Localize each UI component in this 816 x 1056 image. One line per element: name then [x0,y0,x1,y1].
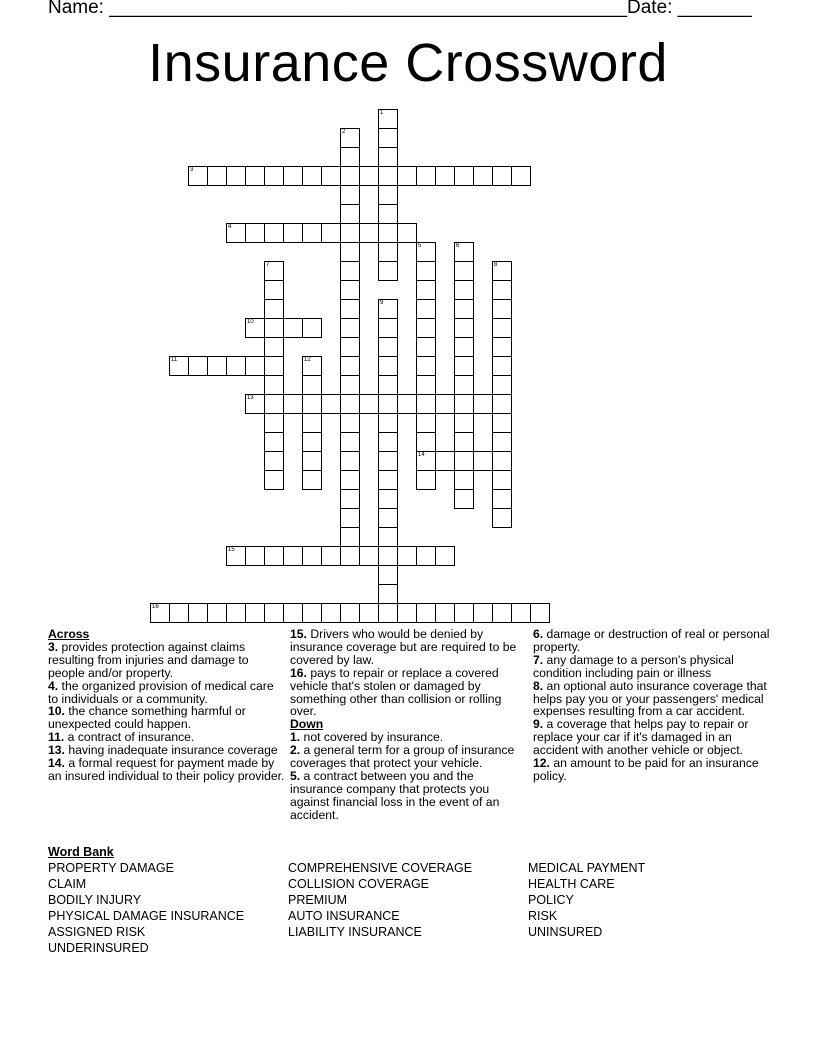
crossword-cell[interactable] [511,603,531,623]
crossword-cell[interactable] [435,603,455,623]
crossword-cell[interactable] [492,432,512,452]
clues-column-1 [48,628,286,783]
clue-number: 13 [247,395,254,401]
crossword-cell[interactable] [473,451,493,471]
crossword-cell[interactable] [226,166,246,186]
word-bank-item: UNINSURED [528,925,603,939]
clue-down-12: 12. an amount to be paid for an insurance policy. [533,756,759,783]
crossword-cell[interactable] [264,280,284,300]
crossword-cell[interactable] [283,603,303,623]
crossword-cell[interactable] [492,394,512,414]
crossword-cell[interactable] [492,166,512,186]
word-bank-item: RISK [528,909,558,923]
word-bank-item: PREMIUM [288,893,348,907]
word-bank-column-2 [288,860,472,940]
crossword-cell[interactable] [340,508,360,528]
clue-number: 3 [190,167,194,173]
crossword-cell[interactable] [340,432,360,452]
crossword-cell[interactable] [378,261,398,281]
crossword-cell[interactable] [454,356,474,376]
crossword-cell[interactable] [454,242,474,262]
crossword-cell[interactable] [245,394,265,414]
crossword-cell[interactable] [302,166,322,186]
crossword-cell[interactable] [454,432,474,452]
crossword-cell[interactable] [359,166,379,186]
crossword-cell[interactable] [264,299,284,319]
crossword-cell[interactable] [302,356,322,376]
crossword-cell[interactable] [264,166,284,186]
date-field-line: Date: _______ [627,0,752,18]
crossword-cell[interactable] [302,394,322,414]
crossword-cell[interactable] [492,508,512,528]
crossword-cell[interactable] [378,546,398,566]
crossword-cell[interactable] [302,413,322,433]
crossword-cell[interactable] [492,470,512,490]
crossword-cell[interactable] [454,451,474,471]
word-bank-item: ASSIGNED RISK [48,925,146,939]
crossword-cell[interactable] [492,413,512,433]
crossword-cell[interactable] [264,318,284,338]
crossword-cell[interactable] [416,375,436,395]
word-bank-item: CLAIM [48,877,87,891]
clue-down-9: 9. a coverage that helps pay to repair or replace your car if it's damaged in an accident with another vehicle or object. [533,717,749,758]
crossword-cell[interactable] [378,508,398,528]
crossword-cell[interactable] [359,603,379,623]
crossword-cell[interactable] [321,166,341,186]
crossword-cell[interactable] [492,318,512,338]
crossword-cell[interactable] [340,299,360,319]
crossword-cell[interactable] [245,546,265,566]
crossword-cell[interactable] [416,451,436,471]
clue-number: 2 [342,129,346,135]
clue-number: 14 [418,452,425,458]
crossword-cell[interactable] [340,451,360,471]
clue-number: 12 [304,357,311,363]
crossword-cell[interactable] [378,147,398,167]
crossword-cell[interactable] [340,470,360,490]
crossword-cell[interactable] [302,432,322,452]
word-bank-item: HEALTH CARE [528,877,615,891]
crossword-cell[interactable] [264,451,284,471]
crossword-cell[interactable] [207,356,227,376]
crossword-cell[interactable] [378,432,398,452]
crossword-cell[interactable] [188,166,208,186]
crossword-cell[interactable] [283,318,303,338]
clue-number: 11 [171,357,178,363]
word-bank-item: PROPERTY DAMAGE [48,861,174,875]
crossword-cell[interactable] [226,546,246,566]
crossword-cell[interactable] [302,470,322,490]
crossword-cell[interactable] [378,565,398,585]
word-bank-item: UNDERINSURED [48,941,149,955]
crossword-cell[interactable] [416,280,436,300]
clue-down-7: 7. any damage to a person's physical condition including pain or illness [533,652,734,680]
crossword-cell[interactable] [416,242,436,262]
clue-down-5: 5. a contract between you and the insurance company that protects you against financial loss in the event of an accident. [290,768,500,822]
crossword-cell[interactable] [397,223,417,243]
crossword-cell[interactable] [454,318,474,338]
crossword-cell[interactable] [264,356,284,376]
crossword-cell[interactable] [378,527,398,547]
crossword-cell[interactable] [378,451,398,471]
crossword-cell[interactable] [473,394,493,414]
crossword-cell[interactable] [302,451,322,471]
crossword-cell[interactable] [397,546,417,566]
crossword-cell[interactable] [378,337,398,357]
crossword-cell[interactable] [321,223,341,243]
crossword-cell[interactable] [378,394,398,414]
crossword-cell[interactable] [340,603,360,623]
clues-column-3 [533,628,771,783]
crossword-cell[interactable] [302,375,322,395]
word-bank-item: BODILY INJURY [48,893,142,907]
crossword-cell[interactable] [302,546,322,566]
word-bank-column-1 [48,860,244,956]
crossword-cell[interactable] [416,318,436,338]
crossword-cell[interactable] [454,489,474,509]
crossword-cell[interactable] [226,356,246,376]
clue-number: 10 [247,319,254,325]
clue-across-4: 4. the organized provision of medical care to individuals or a community. [48,678,274,706]
crossword-cell[interactable] [378,109,398,129]
crossword-cell[interactable] [207,603,227,623]
crossword-cell[interactable] [245,166,265,186]
crossword-cell[interactable] [340,147,360,167]
crossword-cell[interactable] [264,413,284,433]
crossword-cell[interactable] [378,375,398,395]
clue-number: 15 [228,547,235,553]
clue-number: 5 [418,243,422,249]
crossword-cell[interactable] [435,546,455,566]
clue-number: 7 [266,262,270,268]
crossword-cell[interactable] [492,603,512,623]
clue-across-16: 16. pays to repair or replace a covered vehicle that's stolen or damaged by something other than collision or rolling over. [290,665,502,719]
crossword-cell[interactable] [245,223,265,243]
crossword-cell[interactable] [435,451,455,471]
crossword-cell[interactable] [207,166,227,186]
crossword-cell[interactable] [378,356,398,376]
crossword-cell[interactable] [340,204,360,224]
crossword-cell[interactable] [492,375,512,395]
word-bank-item: AUTO INSURANCE [288,909,400,923]
clue-number: 8 [494,262,498,268]
clue-down-8: 8. an optional auto insurance coverage that helps pay you or your passengers' medical expenses resulting from a car accident. [533,678,767,719]
clue-across-11: 11. a contract of insurance. [48,730,195,745]
crossword-cell[interactable] [340,223,360,243]
crossword-cell[interactable] [378,413,398,433]
crossword-cell[interactable] [492,261,512,281]
crossword-cell[interactable] [245,318,265,338]
crossword-cell[interactable] [359,223,379,243]
word-bank-item: COMPREHENSIVE COVERAGE [288,861,473,875]
crossword-cell[interactable] [340,185,360,205]
word-bank-item: POLICY [528,893,574,907]
crossword-cell[interactable] [416,413,436,433]
clue-across-3: 3. provides protection against claims resulting from injuries and damage to people and/or property. [48,639,249,680]
clue-across-15: 15. Drivers who would be denied by insurance coverage but are required to be covered by law. [290,627,517,667]
clue-number: 4 [228,224,232,230]
crossword-cell[interactable] [416,261,436,281]
crossword-cell[interactable] [416,432,436,452]
crossword-cell[interactable] [378,318,398,338]
clue-across-10: 10. the chance something harmful or unexpected could happen. [48,704,246,732]
crossword-cell[interactable] [416,546,436,566]
crossword-cell[interactable] [226,223,246,243]
crossword-cell[interactable] [302,318,322,338]
crossword-cell[interactable] [340,394,360,414]
crossword-cell[interactable] [340,318,360,338]
crossword-cell[interactable] [264,470,284,490]
crossword-cell[interactable] [473,166,493,186]
clue-number: 6 [456,243,460,249]
crossword-cell[interactable] [378,584,398,604]
crossword-cell[interactable] [340,242,360,262]
crossword-cell[interactable] [264,603,284,623]
crossword-cell[interactable] [416,166,436,186]
crossword-cell[interactable] [359,394,379,414]
crossword-cell[interactable] [226,603,246,623]
crossword-cell[interactable] [378,166,398,186]
crossword-cell[interactable] [416,337,436,357]
clue-down-1: 1. not covered by insurance. [290,730,444,745]
clue-across-14: 14. a formal request for payment made by an insured individual to their policy provider. [48,756,285,783]
crossword-cell[interactable] [340,546,360,566]
clue-number: 1 [380,110,384,116]
clues-column-2 [290,628,528,822]
across-heading: Across [48,627,90,641]
crossword-cell[interactable] [530,603,550,623]
crossword-cell[interactable] [397,166,417,186]
word-bank-title: Word Bank [48,845,114,859]
down-heading: Down [290,717,324,732]
crossword-cell[interactable] [340,489,360,509]
crossword-cell[interactable] [511,166,531,186]
crossword-cell[interactable] [378,223,398,243]
crossword-cell[interactable] [283,546,303,566]
crossword-cell[interactable] [264,394,284,414]
crossword-cell[interactable] [321,546,341,566]
crossword-cell[interactable] [454,413,474,433]
crossword-cell[interactable] [340,337,360,357]
crossword-cell[interactable] [340,280,360,300]
crossword-cell[interactable] [435,166,455,186]
clue-across-13: 13. having inadequate insurance coverage [48,743,278,758]
crossword-cell[interactable] [264,337,284,357]
crossword-cell[interactable] [340,375,360,395]
crossword-cell[interactable] [283,394,303,414]
crossword-cell[interactable] [416,356,436,376]
clue-down-6: 6. damage or destruction of real or personal property. [533,627,770,654]
crossword-cell[interactable] [264,375,284,395]
word-bank-item: COLLISION COVERAGE [288,877,430,891]
crossword-cell[interactable] [340,527,360,547]
crossword-cell[interactable] [283,223,303,243]
crossword-cell[interactable] [321,603,341,623]
crossword-cell[interactable] [340,261,360,281]
crossword-cell[interactable] [340,166,360,186]
crossword-cell[interactable] [416,394,436,414]
crossword-cell[interactable] [492,356,512,376]
crossword-cell[interactable] [435,394,455,414]
clue-number: 9 [380,300,384,306]
crossword-cell[interactable] [321,394,341,414]
crossword-cell[interactable] [454,470,474,490]
crossword-cell[interactable] [492,280,512,300]
crossword-cell[interactable] [378,489,398,509]
crossword-cell[interactable] [416,299,436,319]
crossword-cell[interactable] [359,546,379,566]
crossword-cell[interactable] [378,470,398,490]
crossword-cell[interactable] [245,356,265,376]
crossword-cell[interactable] [264,432,284,452]
crossword-cell[interactable] [302,223,322,243]
crossword-cell[interactable] [378,128,398,148]
crossword-cell[interactable] [454,603,474,623]
crossword-cell[interactable] [340,128,360,148]
word-bank-item: PHYSICAL DAMAGE INSURANCE [48,909,245,923]
crossword-cell[interactable] [264,261,284,281]
crossword-cell[interactable] [340,356,360,376]
crossword-cell[interactable] [416,603,436,623]
crossword-cell[interactable] [454,375,474,395]
crossword-cell[interactable] [454,166,474,186]
crossword-cell[interactable] [169,356,189,376]
word-bank-column-3 [528,860,645,940]
name-field-line: Name: _________________________________________________ [48,0,628,18]
crossword-cell[interactable] [302,603,322,623]
crossword-cell[interactable] [169,603,189,623]
word-bank-item: LIABILITY INSURANCE [288,925,422,939]
page-title: Insurance Crossword [148,33,668,93]
crossword-cell[interactable] [492,489,512,509]
crossword-cell[interactable] [473,603,493,623]
crossword-cell[interactable] [454,337,474,357]
crossword-cell[interactable] [378,603,398,623]
crossword-cell[interactable] [188,603,208,623]
crossword-cell[interactable] [492,337,512,357]
crossword-cell[interactable] [264,223,284,243]
crossword-cell[interactable] [378,204,398,224]
clue-down-2: 2. a general term for a group of insurance coverages that protect your vehicle. [290,743,515,771]
word-bank-item: MEDICAL PAYMENT [528,861,646,875]
crossword-cell[interactable] [454,394,474,414]
crossword-cell[interactable] [454,299,474,319]
crossword-cell[interactable] [416,470,436,490]
crossword-cell[interactable] [378,242,398,262]
crossword-cell[interactable] [492,451,512,471]
crossword-cell[interactable] [245,603,265,623]
crossword-cell[interactable] [454,261,474,281]
crossword-cell[interactable] [264,546,284,566]
crossword-cell[interactable] [492,299,512,319]
crossword-cell[interactable] [378,299,398,319]
crossword-cell[interactable] [378,185,398,205]
crossword-cell[interactable] [454,280,474,300]
crossword-cell[interactable] [283,166,303,186]
crossword-cell[interactable] [397,603,417,623]
clue-number: 16 [152,604,159,610]
crossword-cell[interactable] [397,394,417,414]
crossword-cell[interactable] [340,413,360,433]
crossword-cell[interactable] [188,356,208,376]
crossword-cell[interactable] [150,603,170,623]
